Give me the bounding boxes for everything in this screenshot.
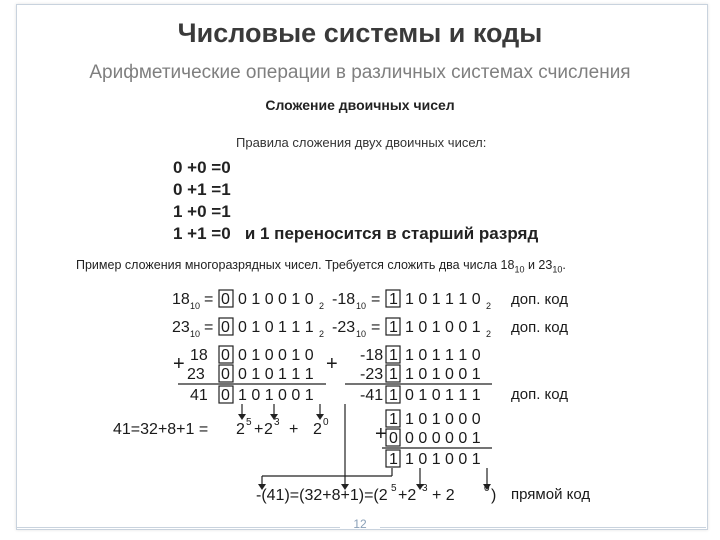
left-r-bits: 1 0 1 0 0 1 xyxy=(238,387,314,404)
exp-2: 3 xyxy=(274,417,280,428)
base-23: 2 xyxy=(319,329,325,339)
final-exp2: 3 xyxy=(422,483,428,494)
section-title: Сложение двоичных чисел xyxy=(265,97,455,113)
left-r-num: 41 xyxy=(190,387,208,404)
rule-line-2: 0 +1 =1 xyxy=(173,180,231,199)
final-plus2: + 2 xyxy=(432,487,455,504)
sign-neg18: 1 xyxy=(389,291,398,308)
left-b-sign: 0 xyxy=(221,366,230,383)
code-label-4: прямой код xyxy=(511,486,591,503)
base-neg18: 2 xyxy=(486,301,492,311)
pow-3: 2 xyxy=(313,421,322,438)
plus-left: + xyxy=(173,353,185,375)
base-18: 2 xyxy=(319,301,325,311)
num-neg23: -23 xyxy=(332,319,356,336)
third-b-sign: 0 xyxy=(389,430,398,447)
right-a-sign: 1 xyxy=(389,347,398,364)
eq-1: = xyxy=(204,291,214,308)
third-a-sign: 1 xyxy=(389,411,398,428)
left-a-bits: 0 1 0 0 1 0 xyxy=(238,347,314,364)
num-23-base: 10 xyxy=(190,329,201,339)
example-caption: Пример сложения многоразрядных чисел. Требуется сложить два числа $18_{10}$ и $23_{10}$. xyxy=(76,258,566,275)
arrow-1-head xyxy=(238,414,246,420)
pow-2: 2 xyxy=(264,421,273,438)
expansion: 41=32+8+1 = xyxy=(113,421,209,438)
final-exp3: 0 xyxy=(484,483,490,494)
bits-neg18: 1 0 1 1 1 0 xyxy=(405,291,481,308)
right-a-num: -18 xyxy=(360,347,384,364)
code-label-3: доп. код xyxy=(511,386,569,403)
sign-neg23: 1 xyxy=(389,319,398,336)
plus-1: + xyxy=(254,421,264,438)
left-b-bits: 0 1 0 1 1 1 xyxy=(238,366,314,383)
third-b-bits: 0 0 0 0 0 1 xyxy=(405,430,481,447)
right-b-num: -23 xyxy=(360,366,384,383)
third-a-bits: 1 0 1 0 0 0 xyxy=(405,411,481,428)
code-label-2: доп. код xyxy=(511,319,569,336)
base-neg23: 2 xyxy=(486,329,492,339)
right-a-bits: 1 0 1 1 1 0 xyxy=(405,347,481,364)
right-r-num: -41 xyxy=(360,387,384,404)
left-a-sign: 0 xyxy=(221,347,230,364)
page-number: 12 xyxy=(353,517,367,531)
rules-caption: Правила сложения двух двоичных чисел: xyxy=(236,135,487,150)
exp-1: 5 xyxy=(246,417,252,428)
left-a-num: 18 xyxy=(190,347,208,364)
final-text: -(41)=(32+8+1)=(2 xyxy=(256,487,388,504)
bits-23: 0 1 0 1 1 1 xyxy=(238,319,314,336)
rule-line-1: 0 +0 =0 xyxy=(173,158,231,177)
final-exp1: 5 xyxy=(391,483,397,494)
right-b-bits: 1 0 1 0 0 1 xyxy=(405,366,481,383)
num-18: 18 xyxy=(172,291,190,308)
sign-18: 0 xyxy=(221,291,230,308)
num-neg18-base: 10 xyxy=(356,301,367,311)
slide-subtitle: Арифметические операции в различных системах счисления xyxy=(89,62,631,83)
right-b-sign: 1 xyxy=(389,366,398,383)
plus-2: + xyxy=(289,421,299,438)
bits-neg23: 1 0 1 0 0 1 xyxy=(405,319,481,336)
left-b-num: 23 xyxy=(187,366,205,383)
rule-line-4: 1 +1 =0 и 1 переносится в старший разряд xyxy=(173,224,539,243)
bits-18: 0 1 0 0 1 0 xyxy=(238,291,314,308)
eq-4: = xyxy=(371,319,381,336)
third-r-sign: 1 xyxy=(389,451,398,468)
code-label-1: доп. код xyxy=(511,291,569,308)
rule-line-3: 1 +0 =1 xyxy=(173,202,231,221)
plus-third: + xyxy=(375,423,387,445)
plus-right: + xyxy=(326,353,338,375)
eq-3: = xyxy=(204,319,214,336)
right-r-sign: 1 xyxy=(389,387,398,404)
sign-23: 0 xyxy=(221,319,230,336)
third-r-bits: 1 0 1 0 0 1 xyxy=(405,451,481,468)
final-close: ) xyxy=(491,487,497,504)
num-neg18: -18 xyxy=(332,291,356,308)
left-r-sign: 0 xyxy=(221,387,230,404)
pow-1: 2 xyxy=(236,421,245,438)
final-plus1: +2 xyxy=(398,487,417,504)
num-23: 23 xyxy=(172,319,190,336)
num-18-base: 10 xyxy=(190,301,201,311)
num-neg23-base: 10 xyxy=(356,329,367,339)
slide-title: Числовые системы и коды xyxy=(177,18,543,48)
right-r-bits: 0 1 0 1 1 1 xyxy=(405,387,481,404)
exp-3: 0 xyxy=(323,417,329,428)
eq-2: = xyxy=(371,291,381,308)
